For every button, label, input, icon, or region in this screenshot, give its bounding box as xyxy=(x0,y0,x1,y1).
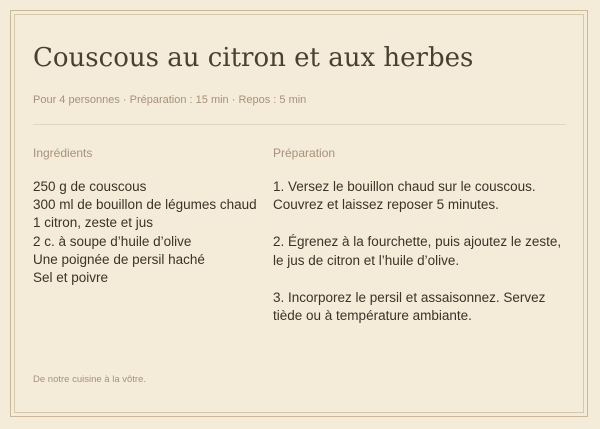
ingredient-item: 250 g de couscous xyxy=(33,179,147,194)
ingredient-item: 300 ml de bouillon de légumes chaud xyxy=(33,197,257,213)
ingredients-heading: Ingrédients xyxy=(33,146,93,160)
recipe-title: Couscous au citron et aux herbes xyxy=(33,43,474,73)
ingredients-section xyxy=(33,145,258,287)
ingredient-item: Sel et poivre xyxy=(33,270,109,286)
preparation-section xyxy=(273,145,573,344)
footer-note: De notre cuisine à la vôtre. xyxy=(33,374,147,385)
step-item: 2. Égrenez à la fourchette, puis ajoutez le zeste, le jus de citron et l’huile d’olive. xyxy=(273,234,562,268)
ingredient-item: Une poignée de persil haché xyxy=(33,251,205,267)
recipe-meta: Pour 4 personnes · Préparation : 15 min · Repos : 5 min xyxy=(33,94,307,106)
steps-list xyxy=(273,178,573,325)
ingredient-item: 2 c. à soupe d’huile d’olive xyxy=(33,233,192,249)
preparation-heading: Préparation xyxy=(273,146,336,160)
step-item: 1. Versez le bouillon chaud sur le couscous. Couvrez et laissez reposer 5 minutes. xyxy=(273,179,536,213)
step-item: 3. Incorporez le persil et assaisonnez. Servez tiède ou à température ambiante. xyxy=(273,289,546,324)
ingredients-list xyxy=(33,178,258,287)
ingredient-item: 1 citron, zeste et jus xyxy=(33,215,154,231)
divider xyxy=(33,124,566,125)
